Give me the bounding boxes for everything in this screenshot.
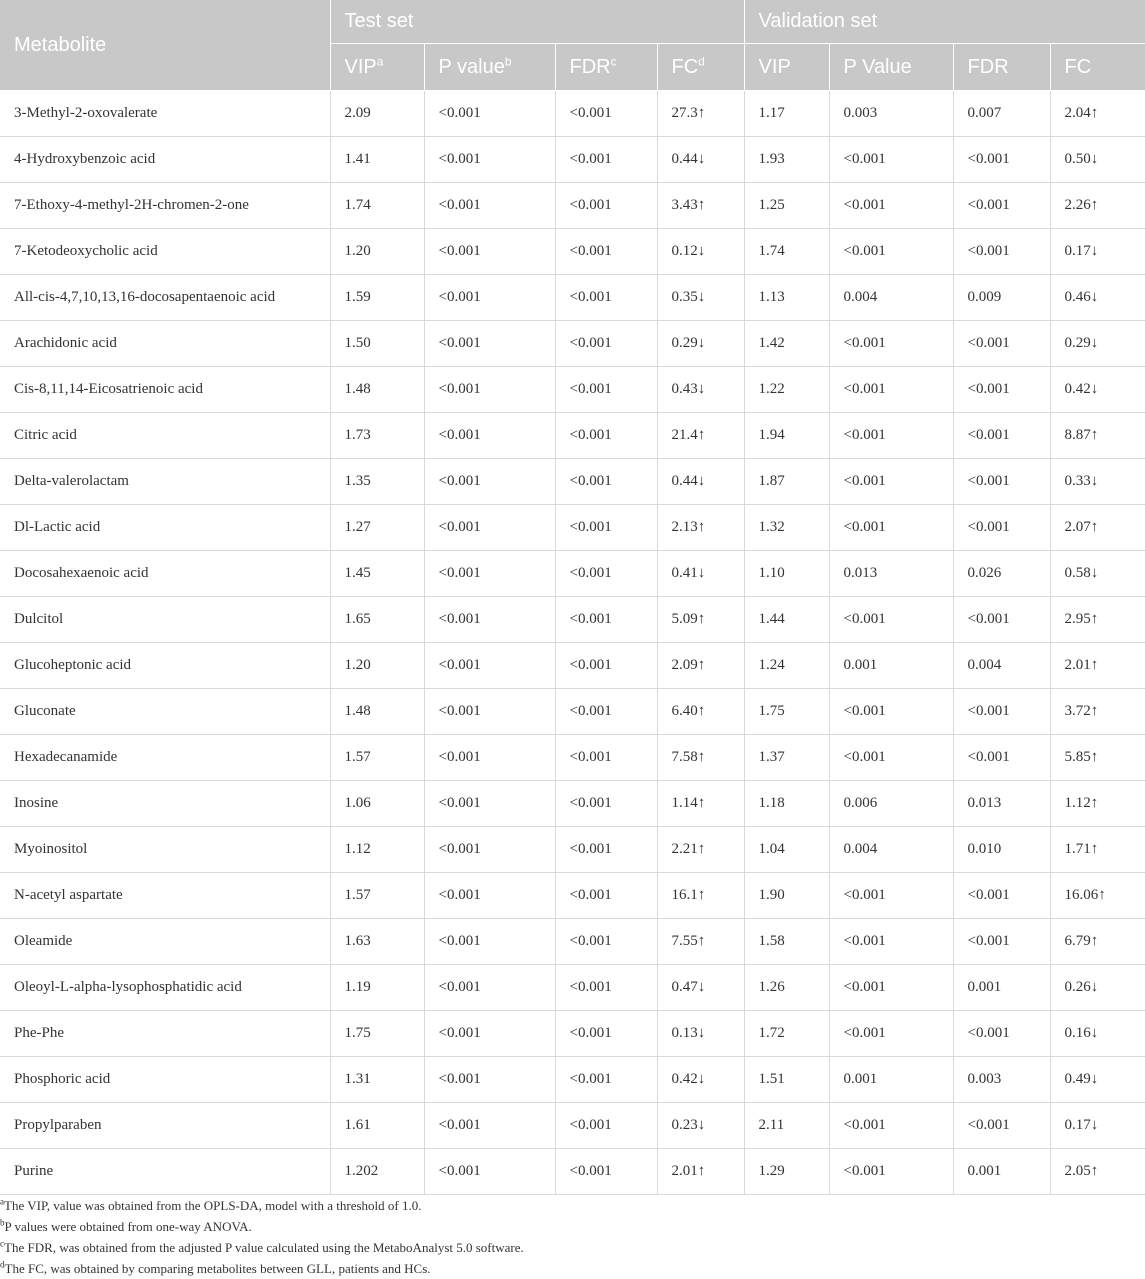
cell-test-vip: 1.48: [330, 689, 424, 735]
cell-validation-p-value: <0.001: [829, 367, 953, 413]
header-validation-vip: VIP: [744, 44, 829, 91]
cell-validation-p-value: <0.001: [829, 459, 953, 505]
cell-validation-fdr: <0.001: [953, 919, 1050, 965]
cell-validation-p-value: 0.004: [829, 275, 953, 321]
cell-test-vip: 1.20: [330, 229, 424, 275]
header-test-fdr: [555, 44, 657, 91]
footnote-text: The FC, was obtained by comparing metabolites between GLL, patients and HCs.: [4, 1261, 431, 1276]
header-validation-fc: FC: [1050, 44, 1145, 91]
footnote-mark: c: [0, 1238, 4, 1249]
cell-validation-p-value: <0.001: [829, 597, 953, 643]
cell-validation-fc: 0.17↓: [1050, 1103, 1145, 1149]
cell-test-fdr: <0.001: [555, 965, 657, 1011]
cell-test-fdr: <0.001: [555, 919, 657, 965]
cell-test-p-value: <0.001: [424, 321, 555, 367]
cell-metabolite: Gluconate: [0, 689, 330, 735]
cell-validation-p-value: <0.001: [829, 413, 953, 459]
cell-validation-vip: 1.58: [744, 919, 829, 965]
cell-validation-fdr: <0.001: [953, 1011, 1050, 1057]
cell-test-vip: 1.45: [330, 551, 424, 597]
cell-test-fdr: <0.001: [555, 137, 657, 183]
cell-validation-vip: 1.29: [744, 1149, 829, 1195]
header-label: FC: [671, 55, 699, 78]
cell-validation-vip: 1.75: [744, 689, 829, 735]
cell-test-fdr: <0.001: [555, 91, 657, 137]
cell-test-fc: 0.44↓: [657, 459, 744, 505]
cell-test-fdr: <0.001: [555, 1149, 657, 1195]
cell-test-fc: 7.55↑: [657, 919, 744, 965]
cell-test-vip: 1.12: [330, 827, 424, 873]
footnote: [0, 1195, 1145, 1216]
cell-validation-fc: 0.58↓: [1050, 551, 1145, 597]
cell-validation-fdr: <0.001: [953, 321, 1050, 367]
cell-test-fdr: <0.001: [555, 505, 657, 551]
cell-validation-vip: 2.11: [744, 1103, 829, 1149]
cell-test-p-value: <0.001: [424, 137, 555, 183]
cell-test-vip: 1.73: [330, 413, 424, 459]
cell-test-vip: 1.19: [330, 965, 424, 1011]
cell-test-fdr: <0.001: [555, 183, 657, 229]
cell-test-vip: 1.57: [330, 873, 424, 919]
header-label: FDR: [569, 55, 611, 78]
table-row: [0, 183, 1145, 229]
cell-validation-fc: 0.50↓: [1050, 137, 1145, 183]
cell-validation-fc: 0.33↓: [1050, 459, 1145, 505]
cell-validation-fdr: 0.007: [953, 91, 1050, 137]
cell-test-fc: 16.1↑: [657, 873, 744, 919]
cell-validation-vip: 1.87: [744, 459, 829, 505]
cell-test-fc: 1.14↑: [657, 781, 744, 827]
table-row: [0, 229, 1145, 275]
cell-validation-fdr: 0.013: [953, 781, 1050, 827]
cell-metabolite: Inosine: [0, 781, 330, 827]
cell-test-fdr: <0.001: [555, 597, 657, 643]
cell-validation-fdr: <0.001: [953, 137, 1050, 183]
table-row: [0, 965, 1145, 1011]
cell-validation-p-value: 0.001: [829, 1057, 953, 1103]
cell-validation-vip: 1.17: [744, 91, 829, 137]
cell-validation-fdr: 0.010: [953, 827, 1050, 873]
cell-validation-fc: 0.42↓: [1050, 367, 1145, 413]
cell-metabolite: Dulcitol: [0, 597, 330, 643]
cell-validation-fc: 16.06↑: [1050, 873, 1145, 919]
cell-test-vip: 1.20: [330, 643, 424, 689]
cell-test-vip: 1.63: [330, 919, 424, 965]
cell-validation-vip: 1.24: [744, 643, 829, 689]
cell-test-fc: 3.43↑: [657, 183, 744, 229]
cell-metabolite: 4-Hydroxybenzoic acid: [0, 137, 330, 183]
cell-metabolite: N-acetyl aspartate: [0, 873, 330, 919]
cell-validation-fc: 1.12↑: [1050, 781, 1145, 827]
cell-test-fdr: <0.001: [555, 1103, 657, 1149]
cell-metabolite: Glucoheptonic acid: [0, 643, 330, 689]
cell-validation-vip: 1.44: [744, 597, 829, 643]
cell-test-p-value: <0.001: [424, 1011, 555, 1057]
cell-test-fc: 0.23↓: [657, 1103, 744, 1149]
cell-validation-fc: 0.49↓: [1050, 1057, 1145, 1103]
footnote: [0, 1237, 1145, 1258]
cell-test-p-value: <0.001: [424, 1149, 555, 1195]
cell-validation-fc: 0.29↓: [1050, 321, 1145, 367]
cell-metabolite: Dl-Lactic acid: [0, 505, 330, 551]
cell-test-p-value: <0.001: [424, 873, 555, 919]
table-row: [0, 275, 1145, 321]
table-row: [0, 1103, 1145, 1149]
cell-test-p-value: <0.001: [424, 689, 555, 735]
cell-validation-p-value: <0.001: [829, 735, 953, 781]
cell-test-p-value: <0.001: [424, 735, 555, 781]
cell-test-vip: 1.27: [330, 505, 424, 551]
cell-validation-fdr: 0.003: [953, 1057, 1050, 1103]
cell-validation-fdr: <0.001: [953, 183, 1050, 229]
cell-validation-vip: 1.10: [744, 551, 829, 597]
header-test-p-value: [424, 44, 555, 91]
cell-validation-fc: 0.16↓: [1050, 1011, 1145, 1057]
cell-metabolite: Oleamide: [0, 919, 330, 965]
header-test-set: Test set: [330, 0, 744, 44]
cell-validation-p-value: <0.001: [829, 689, 953, 735]
cell-test-vip: 1.48: [330, 367, 424, 413]
cell-test-p-value: <0.001: [424, 965, 555, 1011]
cell-test-fc: 0.44↓: [657, 137, 744, 183]
cell-test-vip: 1.75: [330, 1011, 424, 1057]
footnote: [0, 1258, 1145, 1279]
footnote-mark: b: [504, 53, 512, 68]
cell-test-vip: 1.74: [330, 183, 424, 229]
footnote-mark: c: [610, 53, 617, 68]
footnote-mark: b: [0, 1217, 5, 1228]
cell-test-fdr: <0.001: [555, 735, 657, 781]
table-row: [0, 827, 1145, 873]
cell-test-fdr: <0.001: [555, 367, 657, 413]
footnote-mark: a: [0, 1196, 4, 1207]
cell-test-p-value: <0.001: [424, 413, 555, 459]
header-label: VIP: [344, 55, 377, 78]
cell-test-fdr: <0.001: [555, 551, 657, 597]
cell-test-fdr: <0.001: [555, 321, 657, 367]
cell-validation-fdr: 0.001: [953, 965, 1050, 1011]
cell-validation-vip: 1.22: [744, 367, 829, 413]
table-row: [0, 551, 1145, 597]
table-row: [0, 1011, 1145, 1057]
table-row: [0, 781, 1145, 827]
cell-validation-fdr: <0.001: [953, 459, 1050, 505]
table-row: [0, 505, 1145, 551]
cell-validation-fc: 1.71↑: [1050, 827, 1145, 873]
cell-test-fc: 0.43↓: [657, 367, 744, 413]
footnote-mark: d: [0, 1259, 5, 1270]
table-row: [0, 1057, 1145, 1103]
cell-test-fc: 0.29↓: [657, 321, 744, 367]
cell-metabolite: Citric acid: [0, 413, 330, 459]
cell-metabolite: All-cis-4,7,10,13,16-docosapentaenoic acid: [0, 275, 330, 321]
cell-validation-vip: 1.04: [744, 827, 829, 873]
cell-validation-fdr: 0.001: [953, 1149, 1050, 1195]
cell-validation-vip: 1.51: [744, 1057, 829, 1103]
cell-test-vip: 2.09: [330, 91, 424, 137]
cell-test-vip: 1.50: [330, 321, 424, 367]
cell-test-vip: 1.59: [330, 275, 424, 321]
cell-validation-vip: 1.13: [744, 275, 829, 321]
cell-test-p-value: <0.001: [424, 643, 555, 689]
cell-test-fc: 0.12↓: [657, 229, 744, 275]
cell-validation-p-value: <0.001: [829, 137, 953, 183]
cell-test-vip: 1.41: [330, 137, 424, 183]
cell-validation-vip: 1.42: [744, 321, 829, 367]
cell-validation-fc: 0.46↓: [1050, 275, 1145, 321]
cell-test-fdr: <0.001: [555, 275, 657, 321]
cell-validation-p-value: 0.006: [829, 781, 953, 827]
cell-test-fdr: <0.001: [555, 643, 657, 689]
cell-validation-p-value: <0.001: [829, 1103, 953, 1149]
cell-metabolite: Docosahexaenoic acid: [0, 551, 330, 597]
cell-validation-fc: 6.79↑: [1050, 919, 1145, 965]
cell-validation-vip: 1.37: [744, 735, 829, 781]
cell-validation-vip: 1.25: [744, 183, 829, 229]
cell-validation-fc: 2.07↑: [1050, 505, 1145, 551]
cell-validation-p-value: <0.001: [829, 229, 953, 275]
footnote-text: The FDR, was obtained from the adjusted P value calculated using the MetaboAnalyst 5.0 software.: [4, 1240, 524, 1255]
cell-validation-p-value: <0.001: [829, 321, 953, 367]
cell-test-fdr: <0.001: [555, 873, 657, 919]
cell-test-fc: 0.47↓: [657, 965, 744, 1011]
cell-validation-vip: 1.90: [744, 873, 829, 919]
footnote-text: P values were obtained from one-way ANOVA.: [4, 1219, 252, 1234]
cell-test-vip: 1.65: [330, 597, 424, 643]
cell-test-fc: 2.09↑: [657, 643, 744, 689]
cell-metabolite: Arachidonic acid: [0, 321, 330, 367]
cell-validation-fdr: <0.001: [953, 689, 1050, 735]
table-row: [0, 91, 1145, 137]
cell-validation-vip: 1.94: [744, 413, 829, 459]
cell-test-fc: 0.42↓: [657, 1057, 744, 1103]
cell-metabolite: Myoinositol: [0, 827, 330, 873]
cell-validation-vip: 1.93: [744, 137, 829, 183]
header-label: P value: [438, 55, 505, 78]
footnotes: [0, 1195, 1145, 1279]
cell-test-p-value: <0.001: [424, 91, 555, 137]
cell-validation-fdr: <0.001: [953, 735, 1050, 781]
cell-test-fdr: <0.001: [555, 1011, 657, 1057]
cell-test-fdr: <0.001: [555, 1057, 657, 1103]
header-test-fc: [657, 44, 744, 91]
cell-validation-fdr: <0.001: [953, 367, 1050, 413]
table-row: [0, 873, 1145, 919]
header-validation-set: Validation set: [744, 0, 1145, 44]
header-validation-p-value: P Value: [829, 44, 953, 91]
cell-validation-p-value: <0.001: [829, 873, 953, 919]
cell-validation-fc: 2.26↑: [1050, 183, 1145, 229]
cell-test-p-value: <0.001: [424, 505, 555, 551]
table-row: [0, 919, 1145, 965]
cell-validation-fdr: 0.004: [953, 643, 1050, 689]
cell-test-p-value: <0.001: [424, 551, 555, 597]
cell-test-p-value: <0.001: [424, 183, 555, 229]
cell-validation-p-value: 0.013: [829, 551, 953, 597]
cell-test-p-value: <0.001: [424, 597, 555, 643]
header-validation-fdr: FDR: [953, 44, 1050, 91]
table-row: [0, 367, 1145, 413]
cell-test-vip: 1.35: [330, 459, 424, 505]
table-row: [0, 689, 1145, 735]
cell-validation-vip: 1.74: [744, 229, 829, 275]
cell-test-fdr: <0.001: [555, 827, 657, 873]
cell-validation-p-value: 0.003: [829, 91, 953, 137]
cell-validation-p-value: <0.001: [829, 919, 953, 965]
cell-test-fdr: <0.001: [555, 229, 657, 275]
cell-metabolite: Purine: [0, 1149, 330, 1195]
cell-test-fc: 21.4↑: [657, 413, 744, 459]
table-row: [0, 413, 1145, 459]
cell-validation-fc: 8.87↑: [1050, 413, 1145, 459]
cell-test-fc: 2.21↑: [657, 827, 744, 873]
cell-validation-fdr: <0.001: [953, 873, 1050, 919]
cell-test-fc: 7.58↑: [657, 735, 744, 781]
footnote-text: The VIP, value was obtained from the OPLS-DA, model with a threshold of 1.0.: [4, 1198, 422, 1213]
header-test-vip: [330, 44, 424, 91]
cell-validation-fc: 2.04↑: [1050, 91, 1145, 137]
header-metabolite: Metabolite: [0, 0, 330, 91]
cell-validation-fdr: <0.001: [953, 597, 1050, 643]
cell-validation-fc: 2.05↑: [1050, 1149, 1145, 1195]
cell-test-vip: 1.61: [330, 1103, 424, 1149]
cell-validation-fc: 2.95↑: [1050, 597, 1145, 643]
cell-metabolite: Propylparaben: [0, 1103, 330, 1149]
cell-test-p-value: <0.001: [424, 367, 555, 413]
cell-test-p-value: <0.001: [424, 459, 555, 505]
cell-validation-fdr: 0.026: [953, 551, 1050, 597]
cell-test-fc: 0.35↓: [657, 275, 744, 321]
table-row: [0, 321, 1145, 367]
cell-test-fdr: <0.001: [555, 459, 657, 505]
cell-test-fdr: <0.001: [555, 689, 657, 735]
footnote-mark: a: [376, 53, 384, 68]
cell-test-fc: 5.09↑: [657, 597, 744, 643]
cell-test-p-value: <0.001: [424, 919, 555, 965]
footnote-mark: d: [698, 53, 705, 68]
cell-validation-vip: 1.32: [744, 505, 829, 551]
cell-test-vip: 1.57: [330, 735, 424, 781]
cell-test-p-value: <0.001: [424, 275, 555, 321]
cell-validation-p-value: 0.004: [829, 827, 953, 873]
cell-test-vip: 1.31: [330, 1057, 424, 1103]
cell-test-fc: 6.40↑: [657, 689, 744, 735]
cell-metabolite: Hexadecanamide: [0, 735, 330, 781]
cell-validation-fc: 5.85↑: [1050, 735, 1145, 781]
cell-validation-vip: 1.18: [744, 781, 829, 827]
cell-validation-fc: 0.17↓: [1050, 229, 1145, 275]
cell-test-p-value: <0.001: [424, 1057, 555, 1103]
table-row: [0, 137, 1145, 183]
table-body: [0, 91, 1145, 1195]
cell-validation-p-value: <0.001: [829, 505, 953, 551]
cell-test-fc: 0.13↓: [657, 1011, 744, 1057]
cell-test-p-value: <0.001: [424, 781, 555, 827]
cell-metabolite: Delta-valerolactam: [0, 459, 330, 505]
cell-validation-fc: 3.72↑: [1050, 689, 1145, 735]
table-header: [0, 0, 1145, 91]
cell-test-vip: 1.06: [330, 781, 424, 827]
cell-metabolite: 3-Methyl-2-oxovalerate: [0, 91, 330, 137]
cell-metabolite: 7-Ketodeoxycholic acid: [0, 229, 330, 275]
table-row: [0, 1149, 1145, 1195]
cell-test-fc: 2.13↑: [657, 505, 744, 551]
cell-metabolite: Oleoyl-L-alpha-lysophosphatidic acid: [0, 965, 330, 1011]
cell-test-p-value: <0.001: [424, 827, 555, 873]
cell-validation-vip: 1.72: [744, 1011, 829, 1057]
cell-test-p-value: <0.001: [424, 229, 555, 275]
footnote: [0, 1216, 1145, 1237]
cell-validation-fdr: <0.001: [953, 229, 1050, 275]
cell-test-fc: 0.41↓: [657, 551, 744, 597]
cell-validation-fdr: <0.001: [953, 413, 1050, 459]
table-row: [0, 597, 1145, 643]
cell-validation-p-value: <0.001: [829, 965, 953, 1011]
cell-validation-fc: 0.26↓: [1050, 965, 1145, 1011]
cell-validation-p-value: <0.001: [829, 1011, 953, 1057]
cell-test-vip: 1.202: [330, 1149, 424, 1195]
table-row: [0, 735, 1145, 781]
cell-metabolite: 7-Ethoxy-4-methyl-2H-chromen-2-one: [0, 183, 330, 229]
cell-validation-p-value: <0.001: [829, 183, 953, 229]
cell-validation-fdr: <0.001: [953, 1103, 1050, 1149]
table-row: [0, 459, 1145, 505]
table-row: [0, 643, 1145, 689]
cell-test-fdr: <0.001: [555, 781, 657, 827]
cell-test-fc: 2.01↑: [657, 1149, 744, 1195]
cell-validation-vip: 1.26: [744, 965, 829, 1011]
cell-validation-p-value: <0.001: [829, 1149, 953, 1195]
cell-test-fc: 27.3↑: [657, 91, 744, 137]
cell-test-p-value: <0.001: [424, 1103, 555, 1149]
cell-metabolite: Phosphoric acid: [0, 1057, 330, 1103]
cell-metabolite: Phe-Phe: [0, 1011, 330, 1057]
cell-validation-fdr: 0.009: [953, 275, 1050, 321]
cell-validation-fc: 2.01↑: [1050, 643, 1145, 689]
cell-validation-fdr: <0.001: [953, 505, 1050, 551]
cell-validation-p-value: 0.001: [829, 643, 953, 689]
cell-test-fdr: <0.001: [555, 413, 657, 459]
cell-metabolite: Cis-8,11,14-Eicosatrienoic acid: [0, 367, 330, 413]
header-row-groups: [0, 0, 1145, 44]
